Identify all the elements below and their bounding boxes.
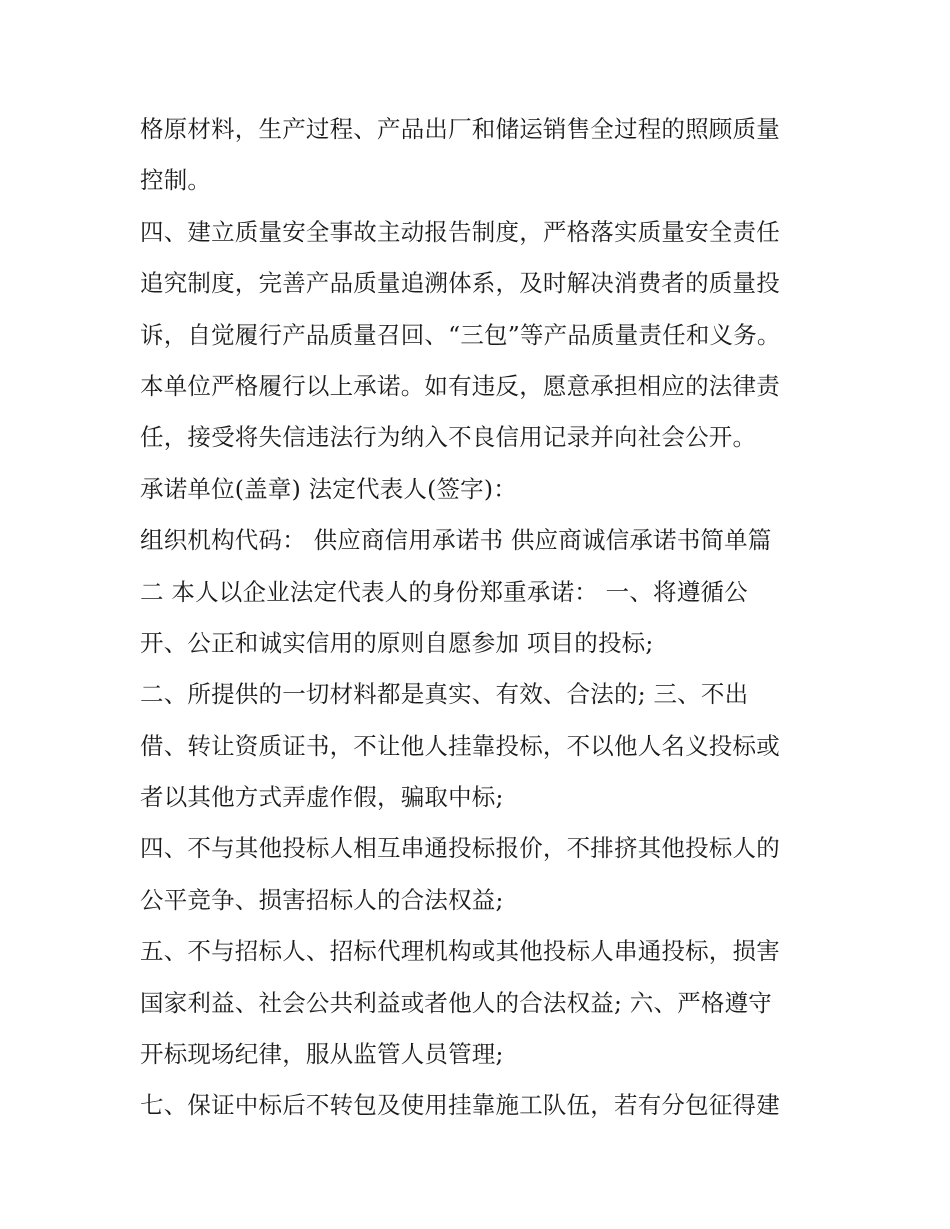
text-line: 国家利益、社会公共利益或者他人的合法权益; 六、严格遵守 [140, 988, 772, 1017]
text-line: 二 本人以企业法定代表人的身份郑重承诺： 一、将遵循公 [140, 577, 748, 606]
text-line: 二、所提供的一切材料都是真实、有效、合法的; 三、不出 [140, 680, 749, 709]
text-line: 追究制度，完善产品质量追溯体系，及时解决消费者的质量投 [140, 269, 780, 298]
text-line: 开、公正和诚实信用的原则自愿参加 项目的投标; [140, 628, 654, 657]
text-line: 本单位严格履行以上承诺。如有违反，愿意承担相应的法律责 [140, 371, 780, 400]
text-line: 组织机构代码： 供应商信用承诺书 供应商诚信承诺书简单篇 [140, 526, 772, 555]
text-line: 七、保证中标后不转包及使用挂靠施工队伍，若有分包征得建 [140, 1091, 780, 1120]
text-line: 任，接受将失信违法行为纳入不良信用记录并向社会公开。 [140, 423, 757, 452]
text-line: 者以其他方式弄虚作假，骗取中标; [140, 783, 504, 812]
text-line: 公平竞争、损害招标人的合法权益; [140, 885, 504, 914]
text-line: 四、不与其他投标人相互串通投标报价，不排挤其他投标人的 [140, 834, 780, 863]
text-line: 开标现场纪律，服从监管人员管理; [140, 1040, 504, 1069]
text-line: 借、转让资质证书，不让他人挂靠投标，不以他人名义投标或 [140, 731, 780, 760]
text-line: 四、建立质量安全事故主动报告制度，严格落实质量安全责任 [140, 217, 780, 246]
text-line: 诉，自觉履行产品质量召回、“三包”等产品质量责任和义务。 [140, 320, 781, 349]
text-line: 格原材料，生产过程、产品出厂和储运销售全过程的照顾质量 [140, 115, 780, 143]
text-line: 控制。 [140, 166, 212, 195]
text-line: 承诺单位(盖章) 法定代表人(签字)： [140, 474, 517, 503]
document-body [140, 104, 820, 1132]
text-line: 五、不与招标人、招标代理机构或其他投标人串通投标，损害 [140, 937, 780, 966]
